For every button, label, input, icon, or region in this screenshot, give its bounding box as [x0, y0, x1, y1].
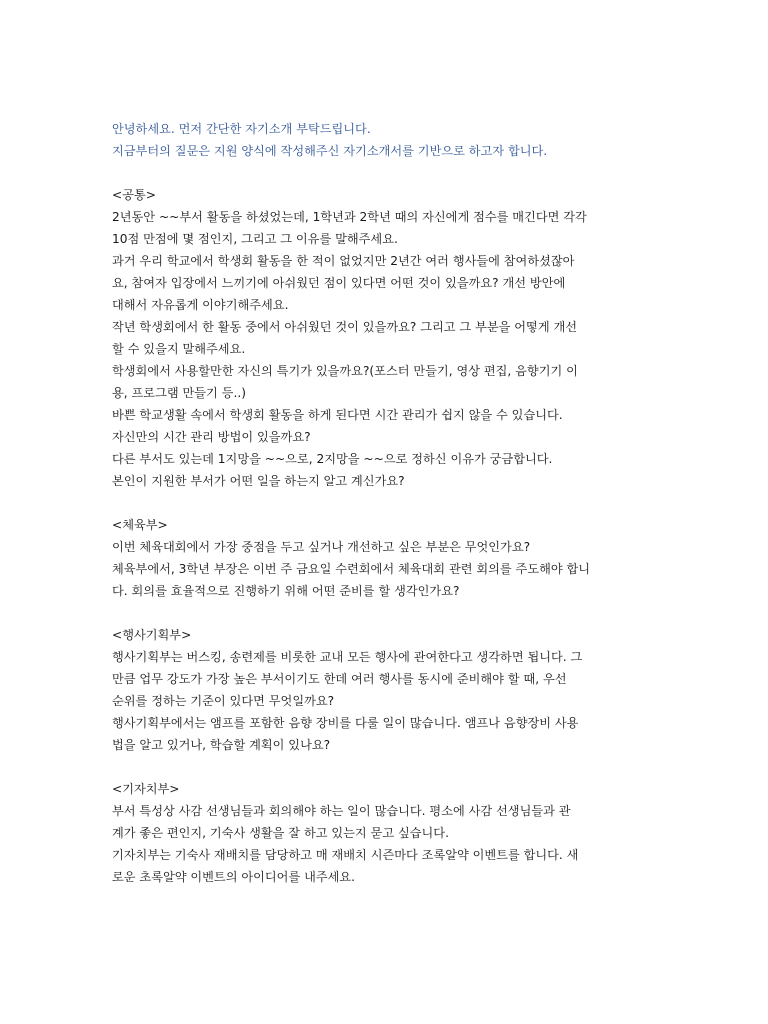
question-line: 로운 초록알약 이벤트의 아이디어를 내주세요.: [112, 870, 356, 884]
question-line: 계가 좋은 편인지, 기숙사 생활을 잘 하고 있는지 묻고 싶습니다.: [112, 826, 449, 840]
question-line: 대해서 자유롭게 이야기해주세요.: [112, 298, 289, 312]
intro-line: 지금부터의 질문은 지원 양식에 작성해주신 자기소개서를 기반으로 하고자 합니다.: [112, 144, 548, 158]
question-line: 법을 알고 있거나, 학습할 계획이 있나요?: [112, 738, 331, 752]
question-line: 자신만의 시간 관리 방법이 있을까요?: [112, 430, 311, 444]
question-line: 다른 부서도 있는데 1지망을 ~~으로, 2지망을 ~~으로 정하신 이유가 궁금합니다.: [112, 452, 553, 466]
section-heading: <행사기획부>: [112, 628, 192, 642]
question-line: 기자치부는 기숙사 재배치를 담당하고 매 재배치 시즌마다 조록알약 이벤트를 합니다. 새: [112, 848, 579, 862]
section-heading: <기자치부>: [112, 782, 180, 796]
question-line: 학생회에서 사용할만한 자신의 특기가 있을까요?(포스터 만들기, 영상 편집, 음향기기 이: [112, 364, 578, 378]
question-line: 바쁜 학교생활 속에서 학생회 활동을 하게 된다면 시간 관리가 쉽지 않을 수 있습니다.: [112, 408, 563, 422]
question-line: 부서 특성상 사감 선생님들과 회의해야 하는 일이 많습니다. 평소에 사감 선생님들과 관: [112, 804, 571, 818]
question-line: 만큼 업무 강도가 가장 높은 부서이기도 한데 여러 행사를 동시에 준비해야 할 때, 우선: [112, 672, 567, 686]
question-line: 용, 프로그램 만들기 등..): [112, 386, 246, 400]
document-body: [112, 118, 658, 888]
section-events: [112, 624, 658, 756]
question-line: 과거 우리 학교에서 학생회 활동을 한 적이 없었지만 2년간 여러 행사들에 참여하셨잖아: [112, 254, 575, 268]
question-line: 체육부에서, 3학년 부장은 이번 주 금요일 수련회에서 체육대회 관련 회의를 주도해야 합니: [112, 562, 591, 576]
question-line: 순위를 정하는 기준이 있다면 무엇일까요?: [112, 694, 335, 708]
question-line: 행사기획부는 버스킹, 송련제를 비롯한 교내 모든 행사에 관여한다고 생각하면 됩니다. 그: [112, 650, 583, 664]
question-line: 할 수 있을지 말해주세요.: [112, 342, 246, 356]
question-line: 요, 참여자 입장에서 느끼기에 아쉬웠던 점이 있다면 어떤 것이 있을까요? 개선 방안에: [112, 276, 566, 290]
question-line: 본인이 지원한 부서가 어떤 일을 하는지 알고 계신가요?: [112, 474, 405, 488]
question-line: 2년동안 ~~부서 활동을 하셨었는데, 1학년과 2학년 때의 자신에게 점수를 매긴다면 각각: [112, 210, 587, 224]
question-line: 다. 회의를 효율적으로 진행하기 위해 어떤 준비를 할 생각인가요?: [112, 584, 460, 598]
intro-block: [112, 118, 658, 162]
question-line: 10점 만점에 몇 점인지, 그리고 그 이유를 말해주세요.: [112, 232, 398, 246]
question-line: 이번 체육대회에서 가장 중점을 두고 싶거나 개선하고 싶은 부분은 무엇인가요?: [112, 540, 531, 554]
section-heading: <체육부>: [112, 518, 168, 532]
section-sports: [112, 514, 658, 602]
question-line: 행사기획부에서는 앰프를 포함한 음향 장비를 다룰 일이 많습니다. 앰프나 음향장비 사용: [112, 716, 579, 730]
section-dorm: [112, 778, 658, 888]
section-common: [112, 184, 658, 492]
section-heading: <공통>: [112, 188, 156, 202]
question-line: 작년 학생회에서 한 활동 중에서 아쉬웠던 것이 있을까요? 그리고 그 부분을 어떻게 개선: [112, 320, 578, 334]
intro-line: 안녕하세요. 먼저 간단한 자기소개 부탁드립니다.: [112, 122, 371, 136]
